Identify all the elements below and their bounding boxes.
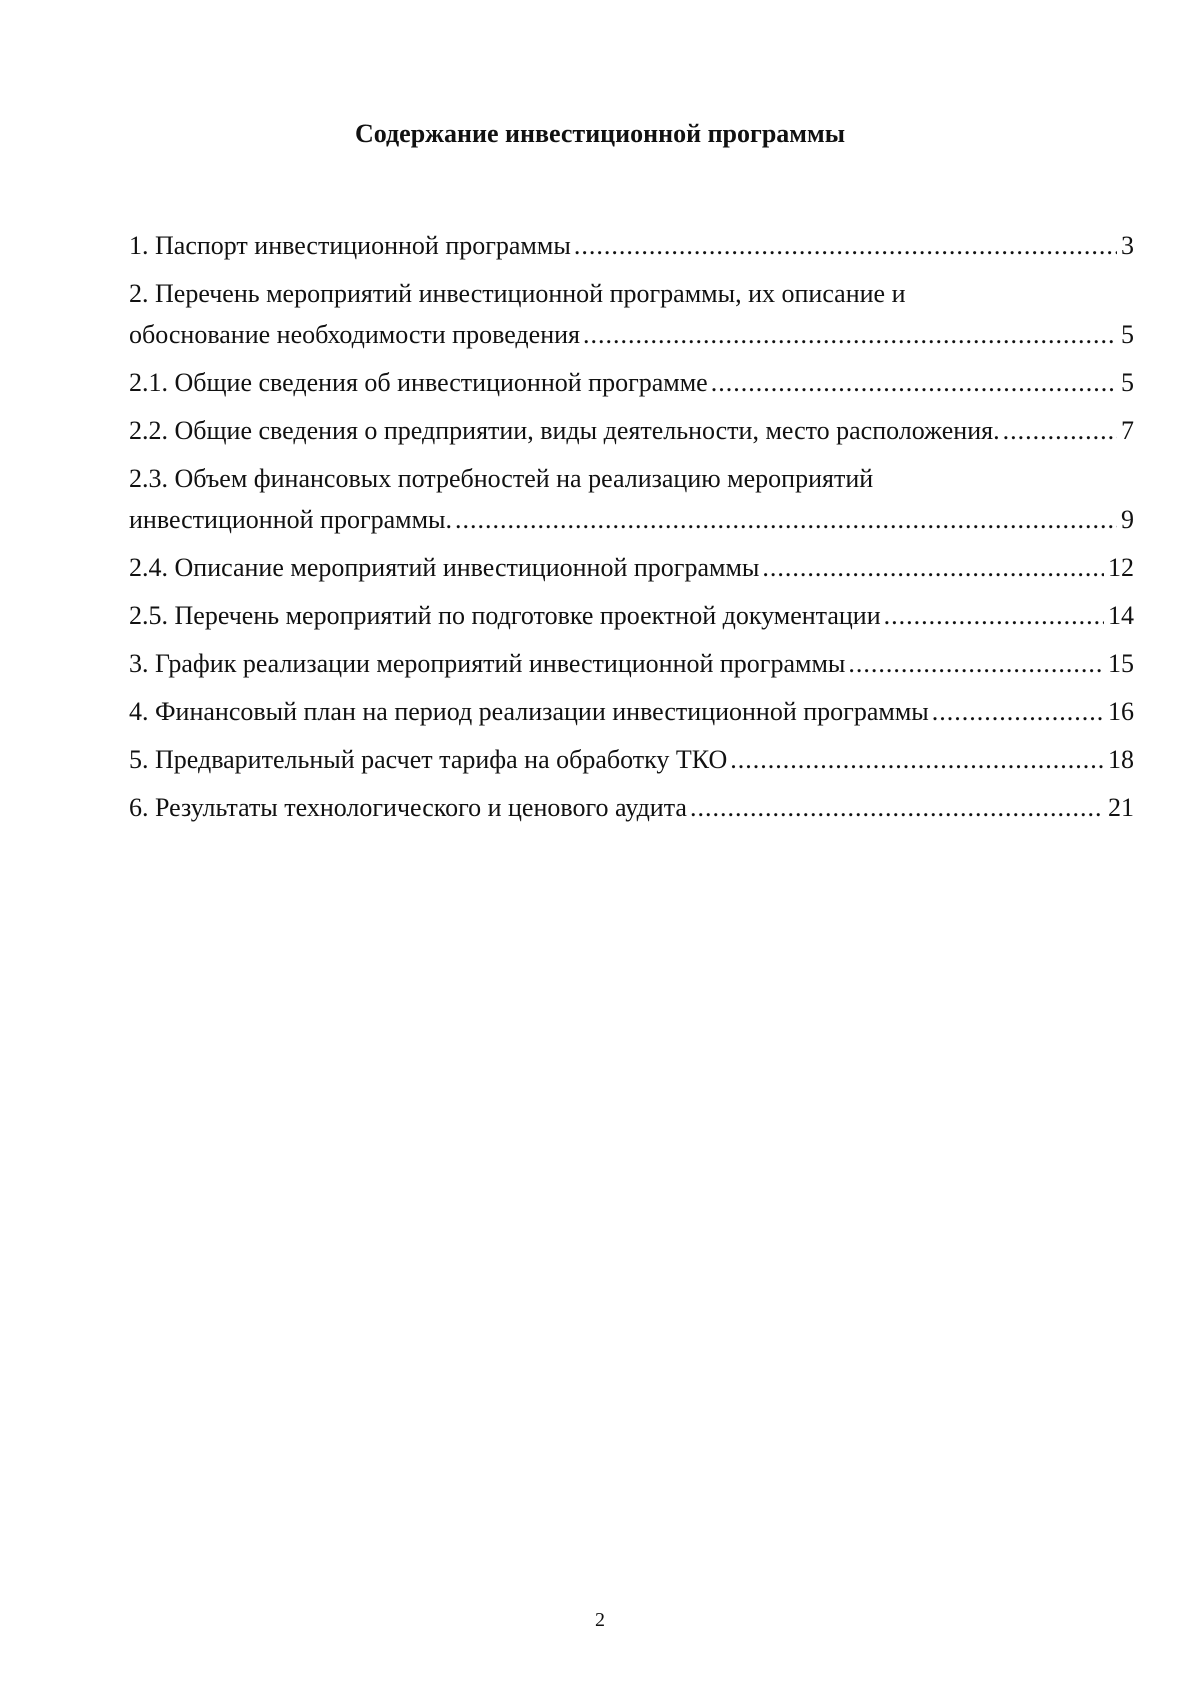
toc-entry-5[interactable]	[129, 744, 1134, 775]
toc-page-number: 7	[1121, 416, 1134, 445]
toc-entry-label: 2.1. Общие сведения об инвестиционной программе	[129, 368, 708, 397]
dot-leader	[571, 230, 1117, 261]
toc-page-number: 12	[1108, 553, 1134, 582]
toc-entry-label-line1: 2. Перечень мероприятий инвестиционной программы, их описание и	[129, 279, 906, 308]
dot-leader	[727, 744, 1104, 775]
table-of-contents	[129, 230, 1134, 840]
dot-leader	[759, 552, 1104, 583]
toc-entry-label: инвестиционной программы.	[129, 505, 453, 534]
toc-page-number: 18	[1108, 745, 1134, 774]
toc-entry-label: 5. Предварительный расчет тарифа на обработку ТКО	[129, 745, 728, 774]
toc-entry-label: 1. Паспорт инвестиционной программы	[129, 231, 571, 260]
toc-entry-label: 6. Результаты технологического и ценового аудита	[129, 793, 687, 822]
toc-entry-label: 2.5. Перечень мероприятий по подготовке проектной документации	[129, 601, 881, 630]
toc-entry-3[interactable]	[129, 648, 1134, 679]
toc-entry-2[interactable]	[129, 278, 1134, 350]
dot-leader	[687, 792, 1104, 823]
toc-entry-label: обоснование необходимости проведения	[129, 320, 580, 349]
toc-page-number: 14	[1108, 601, 1134, 630]
toc-page-number: 15	[1108, 649, 1134, 678]
toc-page-number: 5	[1121, 368, 1134, 397]
toc-page-number: 16	[1108, 697, 1134, 726]
toc-entry-2-4[interactable]	[129, 552, 1134, 583]
dot-leader	[881, 600, 1104, 631]
toc-page-number: 3	[1121, 231, 1134, 260]
toc-page-number: 21	[1108, 793, 1134, 822]
toc-entry-label-line1: 2.3. Объем финансовых потребностей на реализацию мероприятий	[129, 464, 874, 493]
toc-entry-2-2[interactable]	[129, 415, 1134, 446]
toc-entry-2-1[interactable]	[129, 367, 1134, 398]
page-title: Содержание инвестиционной программы	[354, 119, 845, 148]
dot-leader	[708, 367, 1117, 398]
toc-entry-6[interactable]	[129, 792, 1134, 823]
toc-entry-label: 2.2. Общие сведения о предприятии, виды деятельности, место расположения.	[129, 416, 1000, 445]
toc-entry-2-3[interactable]	[129, 463, 1134, 535]
dot-leader	[580, 319, 1117, 350]
toc-entry-label: 3. График реализации мероприятий инвестиционной программы	[129, 649, 846, 678]
dot-leader	[929, 696, 1104, 727]
toc-entry-4[interactable]	[129, 696, 1134, 727]
toc-page-number: 5	[1121, 320, 1134, 349]
toc-entry-label: 4. Финансовый план на период реализации инвестиционной программы	[129, 697, 929, 726]
toc-entry-2-5[interactable]	[129, 600, 1134, 631]
dot-leader	[845, 648, 1104, 679]
toc-entry-1[interactable]	[129, 230, 1134, 261]
toc-entry-label: 2.4. Описание мероприятий инвестиционной программы	[129, 553, 760, 582]
dot-leader	[1000, 415, 1117, 446]
dot-leader	[452, 504, 1117, 535]
page-number: 2	[595, 1609, 605, 1631]
toc-page-number: 9	[1121, 505, 1134, 534]
